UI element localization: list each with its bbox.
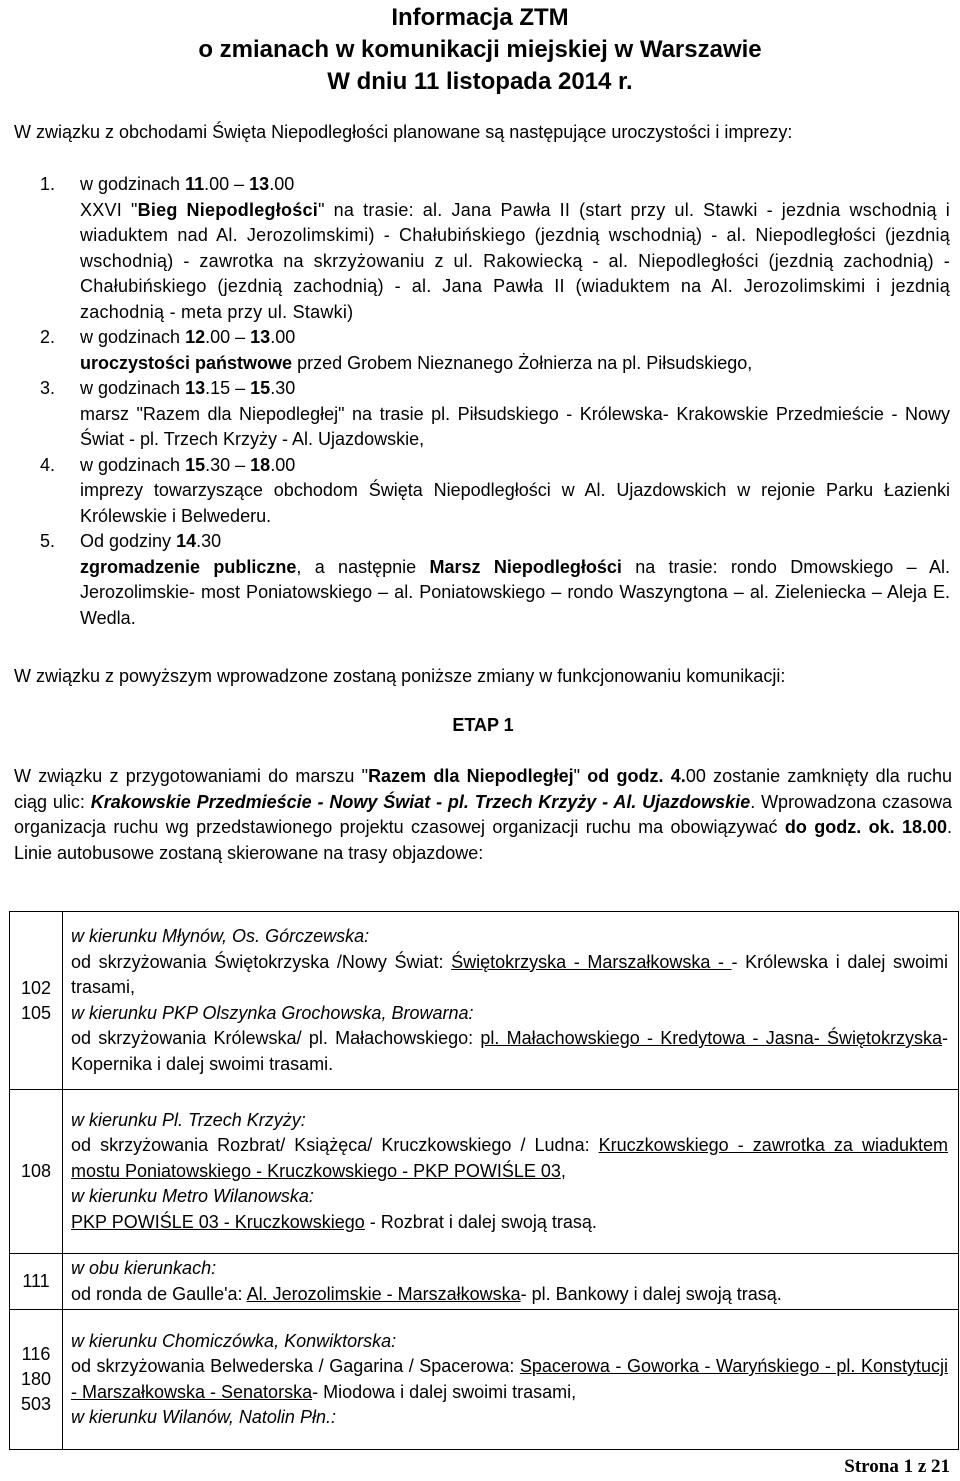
title-line-3: W dniu 11 listopada 2014 r. bbox=[327, 68, 633, 95]
event-description: uroczystości państwowe przed Grobem Nieznanego Żołnierza na pl. Piłsudskiego, bbox=[80, 352, 753, 373]
line-numbers: 102 105 bbox=[10, 912, 63, 1090]
route-description: w obu kierunkach: od ronda de Gaulle'a: Al. Jerozolimskie - Marszałkowska- pl. Bankowy i dalej swoją trasą. bbox=[63, 1254, 959, 1310]
page-number: Strona 1 z 21 bbox=[844, 1456, 950, 1477]
intro-paragraph: W związku z obchodami Święta Niepodległości planowane są następujące uroczystości i imprezy: bbox=[14, 122, 793, 142]
item-number: 5. bbox=[40, 531, 56, 551]
route-description: w kierunku Chomiczówka, Konwiktorska: od skrzyżowania Belwederska / Gagarina / Spacerowa: Spacerowa - Goworka - Waryńskiego - pl. Konstytucji - Marszałkowska - Senatorska- Miodowa i dalej swoimi trasami, w kierunku Wilanów, Natolin Płn.: bbox=[63, 1310, 959, 1450]
event-time: w godzinach 11.00 – 13.00 bbox=[80, 174, 295, 194]
etap-heading: ETAP 1 bbox=[452, 715, 514, 735]
document-title bbox=[0, 2, 960, 98]
item-number: 1. bbox=[40, 174, 56, 194]
item-number: 3. bbox=[40, 378, 56, 398]
event-time: Od godziny 14.30 bbox=[80, 531, 222, 551]
list-item bbox=[40, 325, 950, 376]
detour-table bbox=[9, 911, 959, 1450]
event-description: XXVI "Bieg Niepodległości" na trasie: al. Jana Pawła II (start przy ul. Stawki - jezdnia wschodnią i wiaduktem nad Al. Jerozolimskimi) - Chałubińskiego (jezdnią wschodnią) - al. Niepodległości (jezdnią wschodnią) - zawrotka na skrzyżowaniu z ul. Rakowiecką - al. Niepodległości (jezdnią zachodnią) - Chałubińskiego (jezdnią zachodnią) - al. Jana Pawła II (wiaduktem na Al. Jerozolimskimi i jezdnią zachodnią - meta przy ul. Stawki) bbox=[80, 199, 950, 322]
table-row bbox=[10, 1090, 959, 1254]
table-row bbox=[10, 1254, 959, 1310]
list-item bbox=[40, 453, 950, 530]
line-numbers: 111 bbox=[10, 1254, 63, 1310]
item-number: 2. bbox=[40, 327, 56, 347]
event-list bbox=[40, 172, 950, 631]
table-row bbox=[10, 912, 959, 1090]
list-item bbox=[40, 529, 950, 631]
list-item bbox=[40, 376, 950, 453]
event-description: marsz "Razem dla Niepodległej" na trasie pl. Piłsudskiego - Królewska- Krakowskie Przedmieście - Nowy Świat - pl. Trzech Krzyży - Al. Ujazdowskie, bbox=[80, 403, 950, 449]
route-description: w kierunku Pl. Trzech Krzyży: od skrzyżowania Rozbrat/ Książęca/ Kruczkowskiego / Ludna: Kruczkowskiego - zawrotka za wiaduktem mostu Poniatowskiego - Kruczkowskiego - PKP POWIŚLE 03, w kierunku Metro Wilanowska: PKP POWIŚLE 03 - Kruczkowskiego - Rozbrat i dalej swoją trasą. bbox=[63, 1090, 959, 1254]
table-row bbox=[10, 1310, 959, 1450]
changes-intro: W związku z powyższym wprowadzone zostaną poniższe zmiany w funkcjonowaniu komunikacji: bbox=[14, 666, 786, 686]
title-line-2: o zmianach w komunikacji miejskiej w Warszawie bbox=[198, 36, 762, 63]
title-line-1: Informacja ZTM bbox=[391, 4, 569, 31]
event-time: w godzinach 15.30 – 18.00 bbox=[80, 454, 296, 475]
etap-paragraph: W związku z przygotowaniami do marszu "Razem dla Niepodległej" od godz. 4.00 zostanie zamknięty dla ruchu ciąg ulic: Krakowskie Przedmieście - Nowy Świat - pl. Trzech Krzyży - Al. Ujazdowskie. Wprowadzona czasowa organizacja ruchu wg przedstawionego projektu czasowej organizacji ruchu ma obowiązywać do godz. ok. 18.00. Linie autobusowe zostaną skierowane na trasy objazdowe: bbox=[14, 766, 953, 863]
event-time: w godzinach 12.00 – 13.00 bbox=[80, 327, 296, 347]
event-description: zgromadzenie publiczne, a następnie Marsz Niepodległości na trasie: rondo Dmowskiego – Al. Jerozolimskie- most Poniatowskiego – al. Poniatowskiego – rondo Waszyngtona – al. Zieleniecka – Aleja E. Wedla. bbox=[80, 556, 951, 628]
item-number: 4. bbox=[40, 454, 56, 475]
list-item bbox=[40, 172, 950, 325]
line-numbers: 108 bbox=[10, 1090, 63, 1254]
route-description: w kierunku Młynów, Os. Górczewska: od skrzyżowania Świętokrzyska /Nowy Świat: Świętokrzyska - Marszałkowska - - Królewska i dalej swoimi trasami, w kierunku PKP Olszynka Grochowska, Browarna: od skrzyżowania Królewska/ pl. Małachowskiego: pl. Małachowskiego - Kredytowa - Jasna- Świętokrzyska- Kopernika i dalej swoimi trasami. bbox=[63, 912, 959, 1090]
event-time: w godzinach 13.15 – 15.30 bbox=[80, 378, 296, 398]
line-numbers: 116 180 503 bbox=[10, 1310, 63, 1450]
event-description: imprezy towarzyszące obchodom Święta Niepodległości w Al. Ujazdowskich w rejonie Parku Łazienki Królewskie i Belwederu. bbox=[80, 480, 950, 526]
